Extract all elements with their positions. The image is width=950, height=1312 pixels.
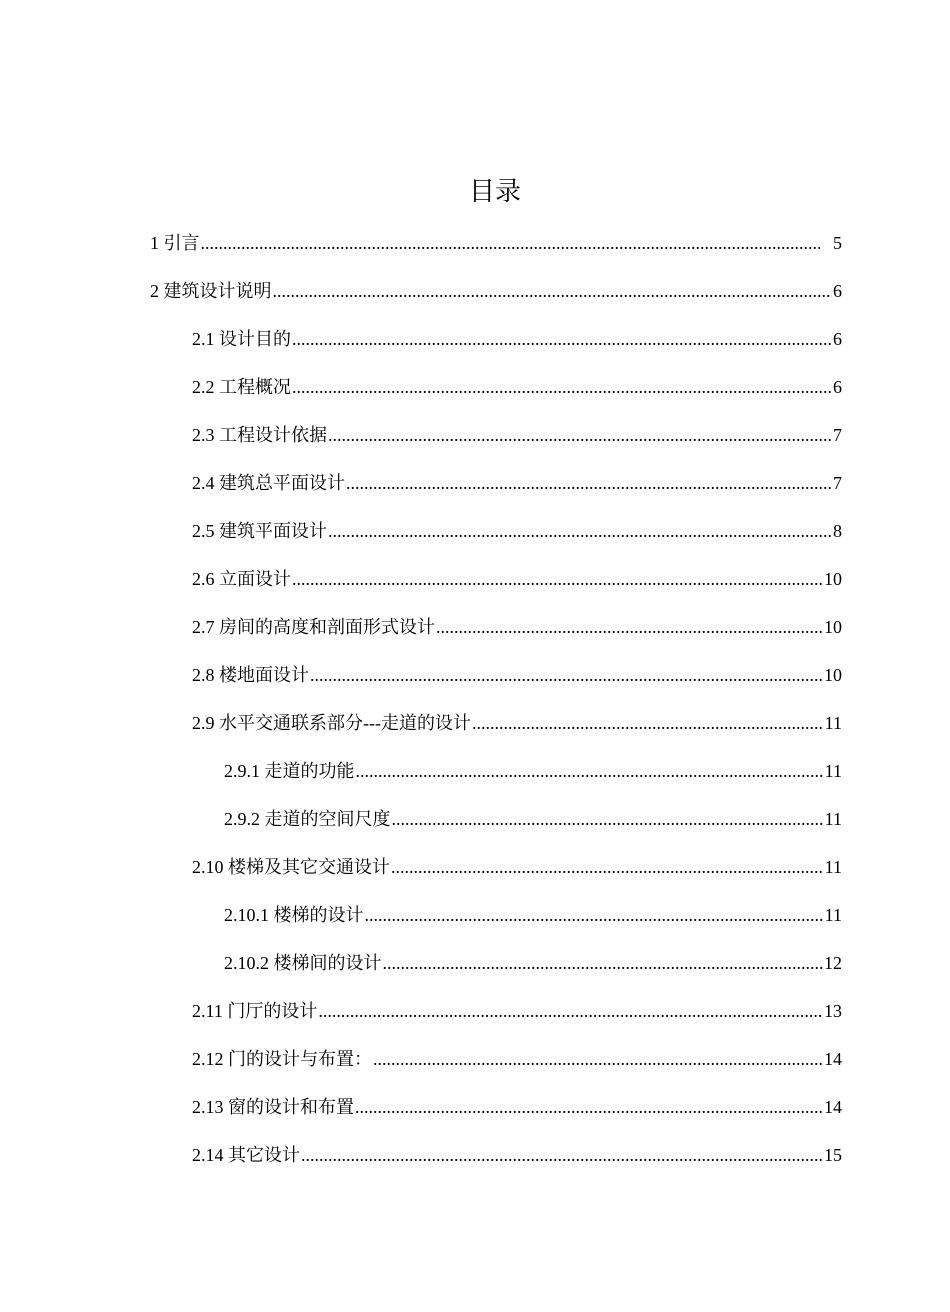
toc-entry[interactable] <box>0 994 842 1042</box>
toc-entry-label: 2.11 门厅的设计 <box>192 1001 318 1021</box>
toc-entry-label: 2.13 窗的设计和布置 <box>192 1097 354 1117</box>
toc-entry[interactable] <box>0 610 842 658</box>
toc-entry-page: 13 <box>824 1001 842 1021</box>
toc-leader-dots <box>355 1096 823 1118</box>
toc-entry-label: 1 引言 <box>150 233 200 253</box>
toc-entry-page: 12 <box>824 953 842 973</box>
toc-entry-page: 10 <box>824 665 842 685</box>
toc-leader-dots <box>310 664 823 686</box>
toc-entry-label: 2.4 建筑总平面设计 <box>192 473 345 493</box>
toc-entry-page: 14 <box>824 1097 842 1117</box>
toc-entry-label: 2.3 工程设计依据 <box>192 425 327 445</box>
toc-entry[interactable] <box>0 226 842 274</box>
toc-entry-page: 5 <box>833 233 842 253</box>
toc-entry-page: 8 <box>833 521 842 541</box>
toc-leader-dots <box>292 328 832 350</box>
toc-entry-label: 2.7 房间的高度和剖面形式设计 <box>192 617 435 637</box>
toc-leader-dots <box>318 1000 823 1022</box>
toc-title: 目录 <box>468 177 521 207</box>
toc-leader-dots <box>346 472 832 494</box>
toc-entry[interactable] <box>0 1138 842 1186</box>
toc-entry-page: 7 <box>833 425 842 445</box>
toc-entry-page: 6 <box>833 281 842 301</box>
toc-list <box>0 226 950 1186</box>
toc-leader-dots <box>391 856 824 878</box>
toc-leader-dots <box>273 280 833 302</box>
toc-entry-page: 11 <box>824 761 842 781</box>
toc-entry[interactable] <box>0 562 842 610</box>
toc-entry-label: 2.1 设计目的 <box>192 329 291 349</box>
toc-entry-label: 2.9.2 走道的空间尺度 <box>224 809 391 829</box>
toc-leader-dots <box>292 376 832 398</box>
toc-leader-dots <box>472 712 824 734</box>
toc-entry[interactable] <box>0 898 842 946</box>
toc-entry[interactable] <box>0 274 842 322</box>
toc-entry[interactable] <box>0 754 842 802</box>
toc-leader-dots <box>392 808 824 830</box>
toc-leader-dots <box>201 232 821 254</box>
toc-entry-label: 2.10.1 楼梯的设计 <box>224 905 364 925</box>
toc-entry-label: 2.14 其它设计 <box>192 1145 300 1165</box>
toc-leader-dots <box>383 952 824 974</box>
toc-entry[interactable] <box>0 706 842 754</box>
toc-entry[interactable] <box>0 850 842 898</box>
toc-entry[interactable] <box>0 658 842 706</box>
toc-entry-label: 2 建筑设计说明 <box>150 281 272 301</box>
toc-entry[interactable] <box>0 322 842 370</box>
toc-entry[interactable] <box>0 802 842 850</box>
toc-entry[interactable] <box>0 370 842 418</box>
toc-entry-label: 2.10 楼梯及其它交通设计 <box>192 857 390 877</box>
toc-entry-page: 14 <box>824 1049 842 1069</box>
toc-leader-dots <box>301 1144 823 1166</box>
toc-leader-dots <box>365 904 824 926</box>
toc-entry-label: 2.9.1 走道的功能 <box>224 761 355 781</box>
toc-entry[interactable] <box>0 466 842 514</box>
toc-entry-page: 11 <box>824 713 842 733</box>
toc-entry-page: 6 <box>833 329 842 349</box>
toc-entry-label: 2.2 工程概况 <box>192 377 291 397</box>
toc-leader-dots <box>373 1048 823 1070</box>
toc-entry-page: 10 <box>824 617 842 637</box>
toc-entry-page: 15 <box>824 1145 842 1165</box>
toc-leader-dots <box>436 616 823 638</box>
toc-entry-page: 6 <box>833 377 842 397</box>
toc-leader-dots <box>292 568 823 590</box>
toc-leader-dots <box>328 520 832 542</box>
toc-entry[interactable] <box>0 514 842 562</box>
toc-entry[interactable] <box>0 418 842 466</box>
toc-entry[interactable] <box>0 1090 842 1138</box>
toc-entry-page: 7 <box>833 473 842 493</box>
toc-entry-page: 10 <box>824 569 842 589</box>
toc-entry-page: 11 <box>824 809 842 829</box>
toc-entry-label: 2.8 楼地面设计 <box>192 665 309 685</box>
toc-entry-page: 11 <box>824 857 842 877</box>
toc-entry[interactable] <box>0 1042 842 1090</box>
toc-entry-label: 2.5 建筑平面设计 <box>192 521 327 541</box>
toc-entry-label: 2.6 立面设计 <box>192 569 291 589</box>
toc-entry-label: 2.10.2 楼梯间的设计 <box>224 953 382 973</box>
toc-entry-label: 2.9 水平交通联系部分---走道的设计 <box>192 713 471 733</box>
toc-leader-dots <box>328 424 832 446</box>
toc-entry[interactable] <box>0 946 842 994</box>
toc-entry-label: 2.12 门的设计与布置： <box>192 1049 372 1069</box>
toc-entry-page: 11 <box>824 905 842 925</box>
toc-leader-dots <box>356 760 824 782</box>
